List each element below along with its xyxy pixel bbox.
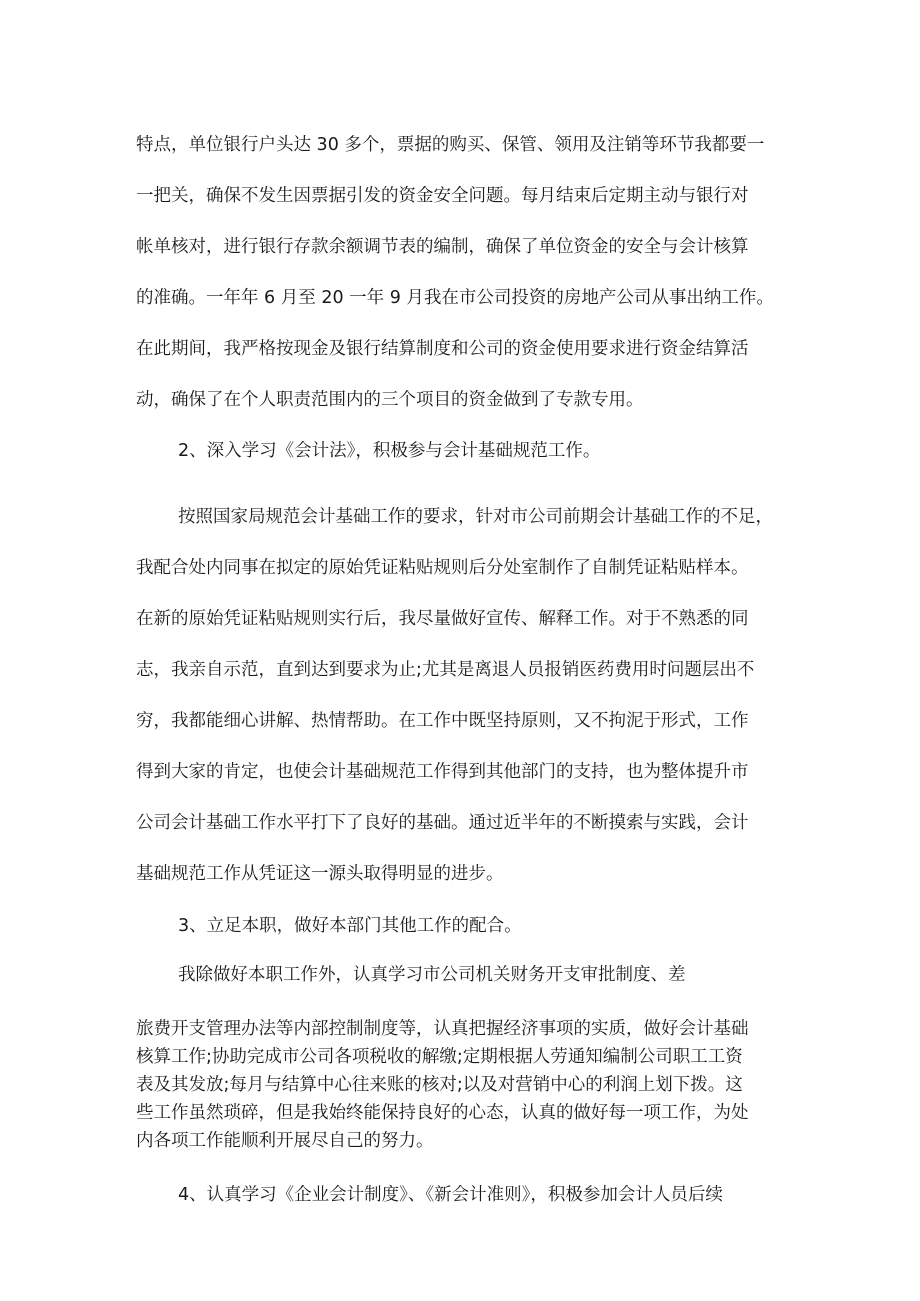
paragraph-1-line-4: 的准确。一年年 6 月至 20 一年 9 月我在市公司投资的房地产公司从事出纳工作。 [136, 288, 774, 308]
paragraph-3-line-3: 核算工作;协助完成市公司各项税收的解缴;定期根据人劳通知编制公司职工工资 [136, 1047, 743, 1067]
paragraph-3-line-5: 些工作虽然琐碎，但是我始终能保持良好的心态，认真的做好每一项工作，为处 [136, 1103, 749, 1123]
paragraph-1-line-5: 在此期间，我严格按现金及银行结算制度和公司的资金使用要求进行资金结算活 [136, 339, 749, 359]
paragraph-1-line-6: 动，确保了在个人职责范围内的三个项目的资金做到了专款专用。 [136, 390, 644, 410]
paragraph-2-line-6: 得到大家的肯定，也使会计基础规范工作得到其他部门的支持，也为整体提升市 [136, 762, 749, 782]
paragraph-2-line-7: 公司会计基础工作水平打下了良好的基础。通过近半年的不断摸索与实践，会计 [136, 813, 749, 833]
paragraph-1-line-3: 帐单核对，进行银行存款余额调节表的编制，确保了单位资金的安全与会计核算 [136, 237, 749, 257]
paragraph-2-line-2: 我配合处内同事在拟定的原始凭证粘贴规则后分处室制作了自制凭证粘贴样本。 [136, 558, 749, 578]
paragraph-1-line-2: 一把关，确保不发生因票据引发的资金安全问题。每月结束后定期主动与银行对 [136, 186, 749, 206]
section-heading-3: 3、立足本职，做好本部门其他工作的配合。 [178, 916, 522, 936]
paragraph-2-line-3: 在新的原始凭证粘贴规则实行后，我尽量做好宣传、解释工作。对于不熟悉的同 [136, 609, 749, 629]
paragraph-2-line-8: 基础规范工作从凭证这一源头取得明显的进步。 [136, 864, 504, 884]
paragraph-3-line-6: 内各项工作能顺利开展尽自己的努力。 [136, 1131, 434, 1151]
paragraph-3-line-1: 我除做好本职工作外，认真学习市公司机关财务开支审批制度、差 [178, 965, 686, 985]
paragraph-2-line-4: 志，我亲自示范，直到达到要求为止;尤其是离退人员报销医药费用时问题层出不 [136, 660, 755, 680]
paragraph-3-line-2: 旅费开支管理办法等内部控制制度等，认真把握经济事项的实质，做好会计基础 [136, 1019, 749, 1039]
paragraph-2-line-1: 按照国家局规范会计基础工作的要求，针对市公司前期会计基础工作的不足， [178, 507, 773, 527]
paragraph-3-line-4: 表及其发放;每月与结算中心往来账的核对;以及对营销中心的利润上划下拨。这 [136, 1075, 743, 1095]
section-heading-2: 2、深入学习《会计法》，积极参与会计基础规范工作。 [178, 441, 601, 461]
section-heading-4: 4、认真学习《企业会计制度》、《新会计准则》，积极参加会计人员后续 [178, 1185, 723, 1205]
paragraph-1-line-1: 特点，单位银行户头达 30 多个，票据的购买、保管、领用及注销等环节我都要一 [136, 135, 765, 155]
paragraph-2-line-5: 穷，我都能细心讲解、热情帮助。在工作中既坚持原则，又不拘泥于形式，工作 [136, 711, 749, 731]
